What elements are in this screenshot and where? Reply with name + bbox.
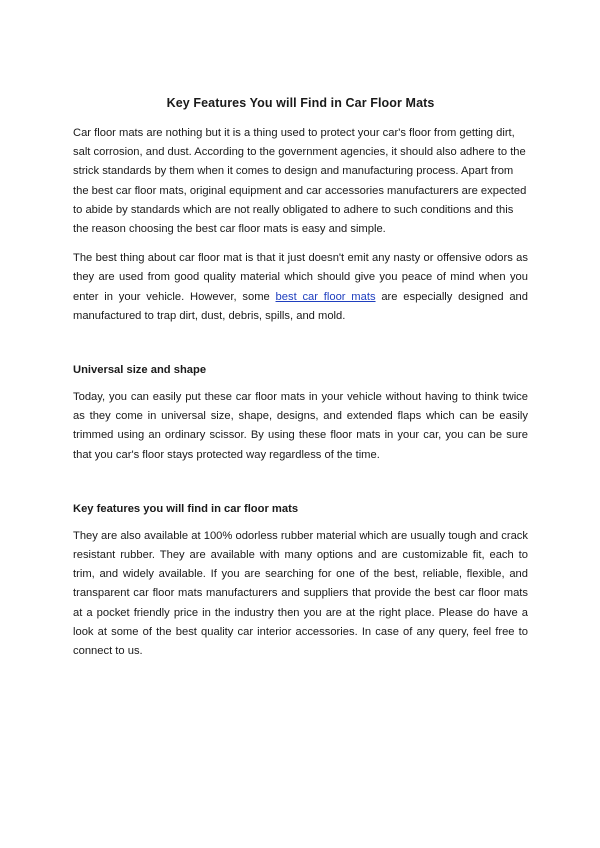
odor-paragraph-text-start: The best thing about car floor mat is that it just doesn't emit any nasty or offensive odors as they are used from good quality material which should give you peace of mind when you enter in your vehicle. However, some [73,252,528,303]
section-spacer [73,475,528,501]
document-page [73,96,528,671]
section-body-key-features: They are also available at 100% odorless rubber material which are usually tough and crack resistant rubber. They are available with many options and are customizable fit, each to trim, and widely available. If you are searching for one of the best, reliable, flexible, and transparent car floor mats manufacturers and suppliers that provide the best car floor mats at a pocket friendly price in the industry then you are at the right place. Please do have a look at some of the best quality car interior accessories. In case of any query, feel free to connect to us. [73,529,528,658]
best-car-floor-mats-link[interactable]: best car floor mats [275,290,376,303]
section-heading-universal-size: Universal size and shape [73,364,207,377]
section-body-universal-size: Today, you can easily put these car floor mats in your vehicle without having to think twice as they come in universal size, shape, designs, and extended flaps which can be easily trimmed using an ordinary scissor. By using these floor mats in your car, you can be sure that you car's floor stays protected way regardless of the time. [73,391,528,461]
intro-paragraph: Car floor mats are nothing but it is a thing used to protect your car's floor from getting dirt, salt corrosion, and dust. According to the government agencies, it should also adhere to the strick standards by them when it comes to design and manufacturing process. Apart from the best car floor mats, original equipment and car accessories manufacturers are expected to abide by standards which are not really obligated to adhere to such conditions and this the reason choosing the best car floor mats is easy and simple. [73,127,527,236]
section-spacer [73,336,528,362]
section-heading-key-features: Key features you will find in car floor mats [73,502,299,515]
odor-paragraph-text-end: are especially designed and manufactured to trap dirt, dust, debris, spills, and mold. [73,290,529,322]
odor-paragraph [73,249,528,326]
document-title: Key Features You will Find in Car Floor Mats [166,96,435,110]
